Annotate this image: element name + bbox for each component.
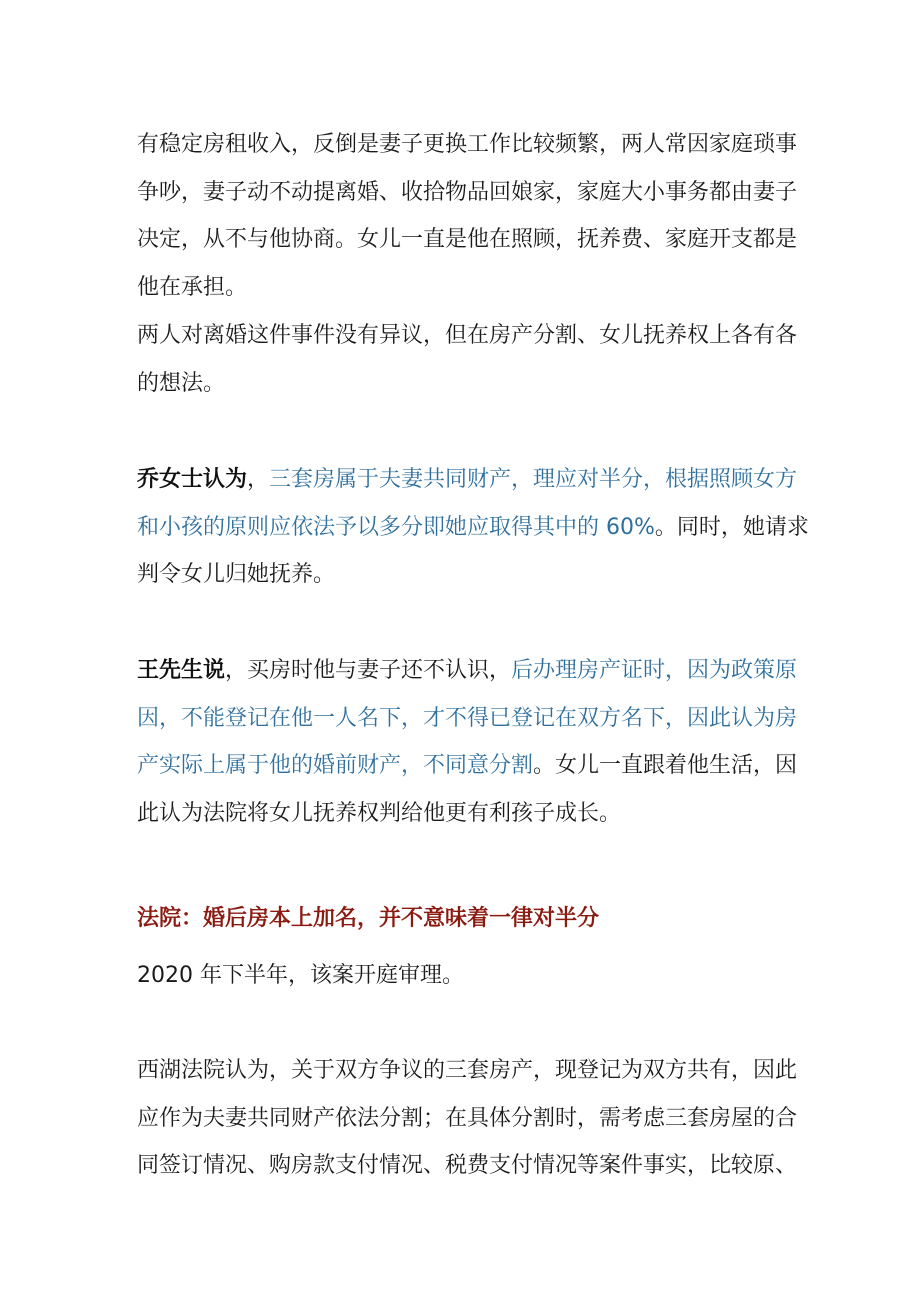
text-line: 决定，从不与他协商。女儿一直是他在照顾，抚养费、家庭开支都是 bbox=[137, 227, 798, 252]
text-line: 应作为夫妻共同财产依法分割；在具体分割时，需考虑三套房屋的合 bbox=[137, 1105, 798, 1131]
speaker-label: 王先生说 bbox=[137, 658, 226, 683]
text-line bbox=[137, 647, 797, 695]
text-line: 争吵，妻子动不动提离婚、收拾物品回娘家，家庭大小事务都由妻子 bbox=[137, 179, 798, 205]
text-line: 此认为法院将女儿抚养权判给他更有利孩子成长。 bbox=[137, 800, 622, 826]
highlighted-claim: 三套房属于夫妻共同财产，理应对半分，根据照顾女方 bbox=[269, 467, 798, 492]
text-line bbox=[137, 504, 809, 552]
text-line bbox=[137, 742, 797, 790]
text-line: 两人对离婚这件事件没有异议，但在房产分割、女儿抚养权上各有各 bbox=[137, 323, 798, 348]
highlighted-claim: 产实际上属于他的婚前财产，不同意分割 bbox=[137, 753, 534, 778]
highlighted-claim: 因，不能登记在他一人名下，才不得已登记在双方名下，因此认为房 bbox=[137, 705, 798, 731]
text-line: 判令女儿归她抚养。 bbox=[137, 562, 336, 587]
text-line: 他在承担。 bbox=[137, 274, 248, 300]
speaker-label: 乔女士认为 bbox=[137, 467, 248, 492]
section-heading: 法院：婚后房本上加名，并不意味着一律对半分 bbox=[137, 906, 600, 931]
paragraph-court-ruling bbox=[137, 1047, 797, 1190]
text-line: 的想法。 bbox=[137, 370, 226, 396]
punctuation: ， bbox=[247, 467, 270, 492]
text-line: 同签订情况、购房款支付情况、税费支付情况等案件事实，比较原、 bbox=[137, 1153, 798, 1178]
plain-text: 。女儿一直跟着他生活，因 bbox=[533, 753, 798, 778]
text-line: 2020 年下半年，该案开庭审理。 bbox=[137, 963, 464, 988]
highlighted-claim: 和小孩的原则应依法予以多分即她应取得其中的 60% bbox=[137, 514, 655, 540]
highlighted-claim: 后办理房产证时，因为政策原 bbox=[511, 658, 798, 683]
paragraph-ms-qiao bbox=[137, 456, 809, 599]
text-line: 有稳定房租收入，反倒是妻子更换工作比较频繁，两人常因家庭琐事 bbox=[137, 132, 798, 157]
paragraph-mr-wang bbox=[137, 647, 797, 837]
paragraph-dispute bbox=[137, 312, 797, 407]
paragraph-background bbox=[137, 121, 797, 311]
paragraph-trial bbox=[137, 952, 797, 1000]
text-line bbox=[137, 456, 797, 504]
plain-text: ，买房时他与妻子还不认识， bbox=[225, 658, 512, 683]
text-line: 西湖法院认为，关于双方争议的三套房产，现登记为双方共有，因此 bbox=[137, 1058, 798, 1083]
plain-text: 。同时，她请求 bbox=[654, 514, 809, 540]
text-line bbox=[137, 695, 797, 743]
section-heading-block bbox=[137, 895, 797, 943]
